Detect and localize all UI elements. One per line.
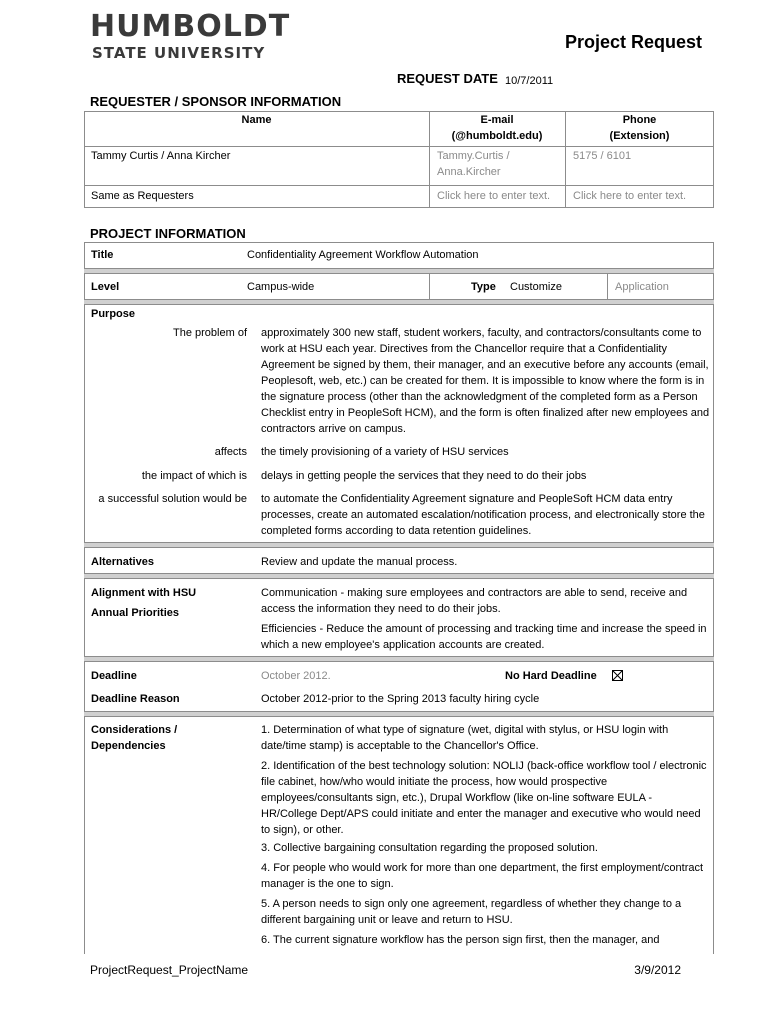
consideration-item[interactable]: 1. Determination of what type of signature (wet, digital with stylus, or HSU login with date/time stamp) is acceptable to the Chancellor's Office. — [261, 724, 669, 752]
sponsor-email-field[interactable]: Click here to enter text. — [437, 190, 551, 202]
affects-text[interactable]: the timely provisioning of a variety of HSU services — [261, 446, 509, 458]
requester-phone[interactable]: 5175 / 6101 — [573, 150, 632, 162]
logo-subtitle: STATE UNIVERSITY — [92, 44, 266, 62]
type-label: Type — [471, 281, 496, 293]
column-header-email-domain: (@humboldt.edu) — [451, 130, 543, 142]
requester-section-title: REQUESTER / SPONSOR INFORMATION — [90, 94, 342, 109]
document-title: Project Request — [564, 32, 702, 52]
column-header-phone: Phone — [622, 114, 657, 126]
alignment-label-cont: Annual Priorities — [91, 607, 180, 619]
requester-email-cont: Anna.Kircher — [437, 166, 501, 178]
impact-text[interactable]: delays in getting people the services that they need to do their jobs — [261, 470, 587, 482]
deadline-value[interactable]: October 2012. — [261, 670, 331, 682]
alignment-efficiencies[interactable]: Efficiencies - Reduce the amount of processing and tracking time and increase the speed in which a new employee's application accounts are created. — [261, 623, 707, 651]
alignment-label: Alignment with HSU — [91, 587, 197, 599]
consideration-item[interactable]: 5. A person needs to sign only one agreement, regardless of whether they change to a different bargaining unit or leave and return to HSU. — [261, 898, 682, 926]
solution-label: a successful solution would be — [98, 493, 247, 505]
no-hard-deadline-label: No Hard Deadline — [505, 670, 597, 682]
level-label: Level — [91, 281, 120, 293]
impact-label: the impact of which is — [141, 470, 247, 482]
deadline-label: Deadline — [91, 670, 137, 682]
consideration-item[interactable]: 2. Identification of the best technology solution: NOLIJ (back-office workflow tool / electronic file cabinet, how/who would initiate the process, how would prospective employees/consultants sign, etc.), Drupal Workflow (like on-line software EULA - HR/College Dept/APS could initiate and enter the manager and executive who would need to sign), or other. — [261, 760, 707, 836]
considerations-label: Considerations / — [91, 724, 178, 736]
logo-wordmark: HUMBOLDT — [90, 9, 291, 44]
alignment-communication[interactable]: Communication - making sure employees and contractors are able to send, receive and access the information they need to do their jobs. — [261, 587, 688, 615]
problem-text[interactable]: approximately 300 new staff, student workers, faculty, and contractors/consultants come to work at HSU each year. Directives from the Chancellor require that a Confidentiality Agreement be signed by them, their manager, and an executive before any accounts (email, Peoplesoft, web, etc.) can be created for them. It is impossible to know where the form is in the signature process (other than the acknowledgment of the completed form as a Person Checklist entry in PeopleSoft HCM), and the form is often finalized after new employees and contractors arrive on campus. — [261, 327, 710, 435]
requester-email[interactable]: Tammy.Curtis / — [437, 150, 510, 162]
project-section-title: PROJECT INFORMATION — [90, 226, 246, 241]
footer-filename: ProjectRequest_ProjectName — [90, 963, 249, 977]
sponsor-phone-field[interactable]: Click here to enter text. — [573, 190, 687, 202]
purpose-label: Purpose — [91, 308, 136, 320]
consideration-item[interactable]: 3. Collective bargaining consultation regarding the proposed solution. — [261, 842, 598, 854]
deadline-reason-value[interactable]: October 2012-prior to the Spring 2013 faculty hiring cycle — [261, 693, 540, 705]
no-hard-deadline-checkbox[interactable] — [612, 670, 623, 681]
footer-date: 3/9/2012 — [634, 963, 681, 977]
title-label: Title — [91, 249, 114, 261]
column-header-name: Name — [241, 114, 272, 126]
request-date-label: REQUEST DATE — [397, 71, 498, 86]
title-value[interactable]: Confidentiality Agreement Workflow Automation — [247, 249, 479, 261]
type-value[interactable]: Customize — [510, 281, 562, 293]
requester-name[interactable]: Tammy Curtis / Anna Kircher — [91, 150, 231, 162]
affects-label: affects — [214, 446, 247, 458]
column-header-email: E-mail — [480, 114, 514, 126]
column-header-phone-ext: (Extension) — [609, 130, 670, 142]
alternatives-label: Alternatives — [91, 556, 154, 568]
deadline-reason-label: Deadline Reason — [91, 693, 180, 705]
sponsor-name[interactable]: Same as Requesters — [91, 190, 194, 202]
considerations-label-cont: Dependencies — [91, 740, 166, 752]
request-date-value: 10/7/2011 — [505, 75, 554, 87]
problem-label: The problem of — [173, 327, 247, 339]
consideration-item[interactable]: 6. The current signature workflow has the person sign first, then the manager, and — [261, 934, 660, 946]
alternatives-text[interactable]: Review and update the manual process. — [261, 556, 458, 568]
type-extra[interactable]: Application — [615, 281, 669, 293]
level-value[interactable]: Campus-wide — [247, 281, 315, 293]
consideration-item[interactable]: 4. For people who would work for more than one department, the first employment/contract manager is the one to sign. — [261, 862, 704, 890]
solution-text[interactable]: to automate the Confidentiality Agreement signature and PeopleSoft HCM data entry processes, create an automated escalation/notification process, and electronically store the completed forms according to data retention guidelines. — [261, 493, 705, 537]
